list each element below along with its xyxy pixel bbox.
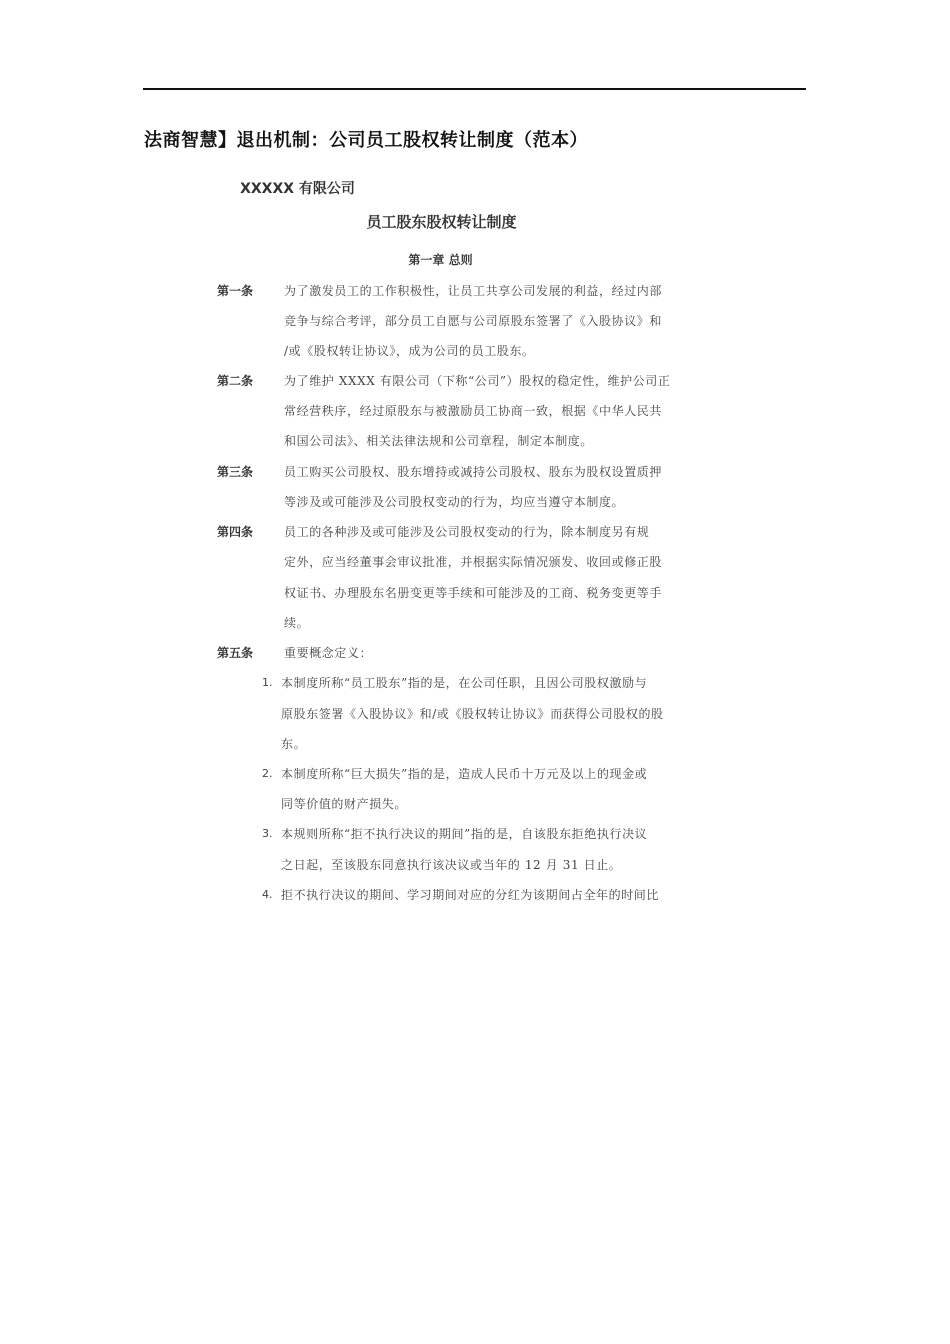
definition-line: 东。	[281, 737, 307, 751]
article-line: 员工的各种涉及或可能涉及公司股权变动的行为，除本制度另有规	[284, 525, 650, 539]
article-label: 第一条	[217, 284, 254, 298]
definition-number: 1.	[262, 676, 273, 689]
article-label: 第四条	[217, 525, 254, 539]
definition-number: 3.	[262, 827, 273, 840]
article-line: 权证书、办理股东名册变更等手续和可能涉及的工商、税务变更等手	[284, 586, 663, 600]
document-company: XXXXX 有限公司	[240, 181, 355, 197]
article-line: 为了维护 XXXX 有限公司（下称“公司”）股权的稳定性，维护公司正	[284, 374, 671, 388]
article-line: 续。	[284, 616, 310, 630]
article-line: 竞争与综合考评，部分员工自愿与公司原股东签署了《入股协议》和	[284, 314, 663, 328]
article-line: 重要概念定义：	[284, 646, 373, 660]
definition-line: 之日起，至该股东同意执行该决议或当年的 12 月 31 日止。	[281, 858, 622, 872]
definition-line: 本规则所称“拒不执行决议的期间”指的是，自该股东拒绝执行决议	[281, 827, 648, 841]
definition-line: 本制度所称“员工股东”指的是，在公司任职，且因公司股权激励与	[281, 676, 648, 690]
article-line: 为了激发员工的工作积极性，让员工共享公司发展的利益，经过内部	[284, 284, 663, 298]
definition-line: 本制度所称“巨大损失”指的是，造成人民币十万元及以上的现金或	[281, 767, 648, 781]
article-line: 员工购买公司股权、股东增持或减持公司股权、股东为股权设置质押	[284, 465, 663, 479]
article-line: 常经营秩序，经过原股东与被激励员工协商一致，根据《中华人民共	[284, 404, 663, 418]
article-line: /或《股权转让协议》，成为公司的员工股东。	[284, 344, 535, 358]
definition-line: 原股东签署《入股协议》和/或《股权转让协议》而获得公司股权的股	[281, 707, 664, 721]
article-label: 第二条	[217, 374, 254, 388]
top-rule	[143, 88, 806, 90]
definition-number: 4.	[262, 888, 273, 901]
definition-number: 2.	[262, 767, 273, 780]
article-label: 第五条	[217, 646, 254, 660]
article-line: 定外，应当经董事会审议批准，并根据实际情况颁发、收回或修正股	[284, 555, 663, 569]
article-line: 等涉及或可能涉及公司股权变动的行为，均应当遵守本制度。	[284, 495, 625, 509]
article-label: 第三条	[217, 465, 254, 479]
definition-line: 同等价值的财产损失。	[281, 797, 408, 811]
page-title: 法商智慧】退出机制：公司员工股权转让制度（范本）	[144, 130, 588, 151]
chapter-heading: 第一章 总则	[408, 253, 473, 267]
article-line: 和国公司法》、相关法律法规和公司章程，制定本制度。	[284, 434, 594, 448]
definition-line: 拒不执行决议的期间、学习期间对应的分红为该期间占全年的时间比	[281, 888, 660, 902]
document-title: 员工股东股权转让制度	[366, 213, 517, 231]
